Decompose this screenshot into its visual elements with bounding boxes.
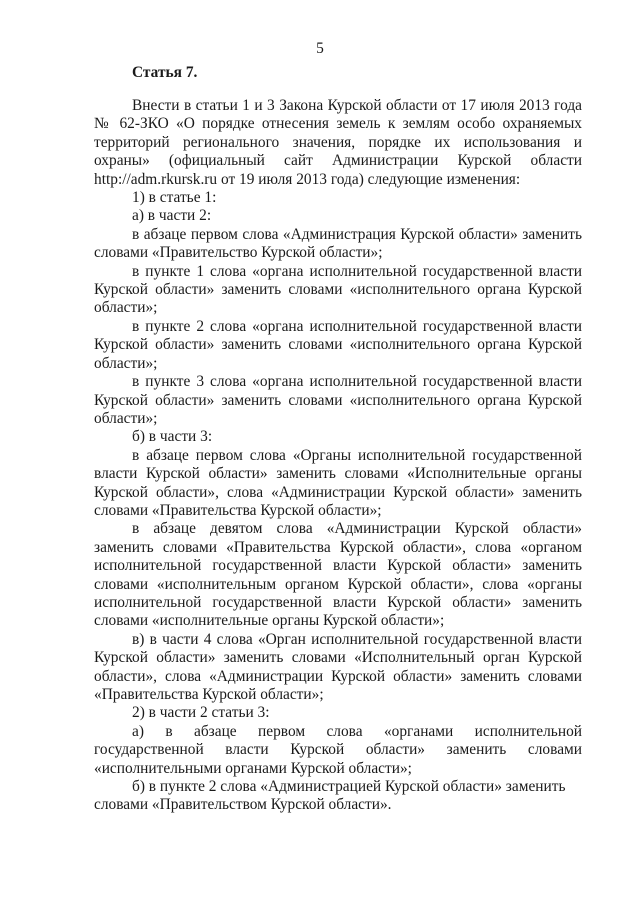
article-title: Статья 7. bbox=[132, 64, 198, 81]
paragraph-1a-punkt-1: в пункте 1 слова «органа исполнительной государственной власти Курской области» заменить словами «исполнительного органа Курской области»; bbox=[94, 262, 582, 317]
paragraph-1b-abzac-9: в абзаце девятом слова «Администрации Курской области» заменить словами «Правительства Курской области», слова «органом исполнительной государственной власти Курской области» заменить словами «исполнительным органом Курской области», слова «органы исполнительной государственной власти Курской области» заменить словами «исполнительные органы Курской области»; bbox=[94, 520, 582, 630]
paragraph-item-1a: а) в части 2: bbox=[132, 207, 212, 225]
paragraph-1b-abzac-1: в абзаце первом слова «Органы исполнительной государственной власти Курской области» заменить словами «Исполнительные органы Курской области», слова «Администрации Курской области» заменить словами «Правительства Курской области»; bbox=[94, 446, 582, 519]
paragraph-1a-punkt-2: в пункте 2 слова «органа исполнительной государственной власти Курской области» заменить словами «исполнительного органа Курской области»; bbox=[94, 317, 582, 372]
paragraph-item-1: 1) в статье 1: bbox=[132, 189, 217, 207]
page-number: 5 bbox=[316, 40, 324, 57]
paragraph-2a: а) в абзаце первом слова «органами исполнительной государственной власти Курской области» заменить словами «исполнительными органами Курской области»; bbox=[94, 722, 582, 777]
paragraph-item-2: 2) в части 2 статьи 3: bbox=[132, 704, 270, 722]
paragraph-2b: б) в пункте 2 слова «Администрацией Курской области» заменить словами «Правительством Курской области». bbox=[94, 778, 566, 814]
paragraph-1a-punkt-3: в пункте 3 слова «органа исполнительной государственной власти Курской области» заменить словами «исполнительного органа Курской области»; bbox=[94, 373, 582, 427]
paragraph-intro: Внести в статьи 1 и 3 Закона Курской области от 17 июля 2013 года № 62-ЗКО «О порядке отнесения земель к землям особо охраняемых территорий регионального значения, порядке их использования и охраны» (официальный сайт Администрации Курской области http://adm.rkursk.ru от 19 июля 2013 года) следующие изменения: bbox=[94, 97, 582, 188]
paragraph-1a-abzac-1: в абзаце первом слова «Администрация Курской области» заменить словами «Правительство Курской области»; bbox=[94, 225, 582, 262]
article-body bbox=[94, 97, 582, 815]
paragraph-item-1b: б) в части 3: bbox=[132, 428, 213, 446]
paragraph-item-1v: в) в части 4 слова «Орган исполнительной государственной власти Курской области» заменить словами «Исполнительный орган Курской области», слова «Администрации Курской области» заменить словами «Правительства Курской области»; bbox=[94, 630, 582, 703]
